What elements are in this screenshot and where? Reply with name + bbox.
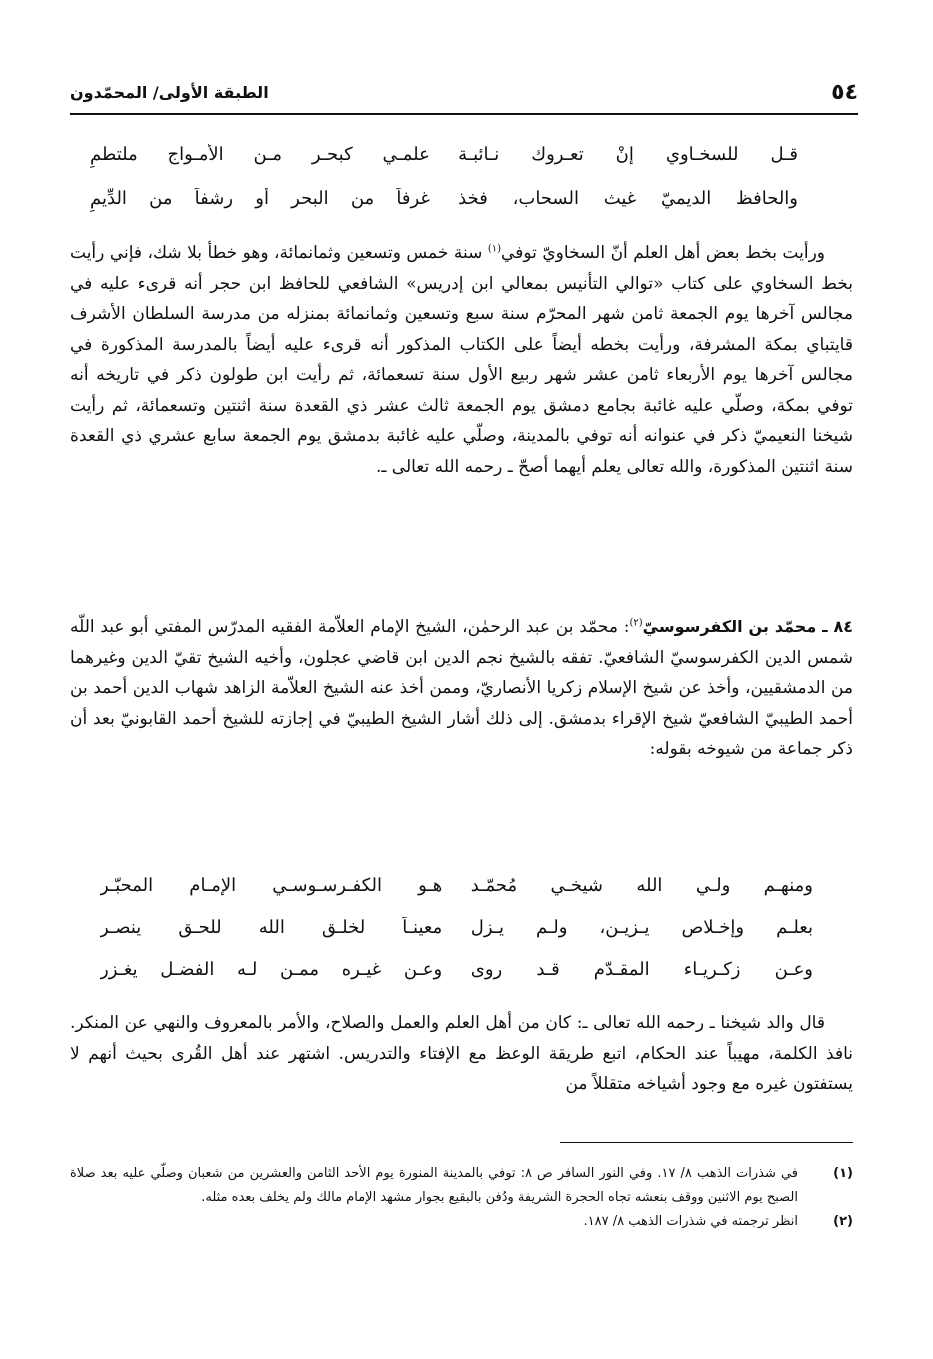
footnote-ref: (٢) — [629, 617, 643, 629]
poem-line — [100, 959, 813, 1001]
paragraph-entry-84 — [70, 612, 853, 765]
footnote — [70, 1210, 853, 1234]
footnote-rule — [560, 1142, 853, 1143]
poem-line — [100, 917, 813, 959]
page-number: ٥٤ — [831, 79, 858, 105]
footnote-text: في شذرات الذهب ٨/ ١٧. وفي النور السافر ص ٨: توفي بالمدينة المنورة يوم الأحد الثامن والعشرين من شعبان وصلّي عليه بعد صلاة الصبح يوم الاثنين ووقف بنعشه تجاه الحجرة الشريفة ودُفن بالبقيع بجوار مشهد الإمام مالك ولم يخلف بعده مثله. — [70, 1166, 798, 1205]
hemistich-second: هـو الكفـرسـوسـي الإمـام المحبّـر — [100, 875, 443, 896]
running-title: الطبقة الأولى/ المحمّدون — [70, 82, 269, 102]
entry-heading: ٨٤ ـ محمّد بن الكفرسوسيّ — [642, 617, 854, 636]
paragraph-text: قال والد شيخنا ـ رحمه الله تعالى ـ: كان من أهل العلم والعمل والصلاح، والأمر بالمعروف والنهي عن المنكر. نافذ الكلمة، مهيباً عند الحكام، اتبع طريقة الوعظ مع الإفتاء والتدريس. اشتهر عند أهل القُرى بحيث أنهم لا يستفتون غيره مع وجود أشياخه متقللاً من — [70, 1013, 853, 1094]
hemistich-first: بعلـم وإخـلاص يـزيـن، ولـم يـزل — [470, 917, 813, 938]
paragraph-text: سنة خمس وتسعين وثمانمائة، وهو خطأ بلا شك، فإني رأيت بخط السخاوي على كتاب «توالي التأنيس بمعالي ابن إدريس» الشافعي للحافظ ابن حجر أنه قرىء عليه في مجالس آخرها يوم الجمعة ثامن شهر المحرّم سنة سبع وتسعين وثمانمائة بمنزله من مدرسة السلطان الأشرف قايتباي بمكة المشرفة، ورأيت بخطه أيضاً على الكتاب المذكور أنه قرىء عليه أيضاً بالمدرسة المذكورة في مجالس آخرها يوم الأربعاء ثامن عشر شهر ربيع الأول سنة تسعمائة، ثم رأيت ابن طولون ذكر في تاريخه أنه توفي بمكة، وصلّي عليه غائبة بجامع دمشق يوم الجمعة ثالث عشر ذي القعدة سنة اثنتين وتسعمائة، ثم رأيت شيخنا النعيميّ ذكر في عنوانه أنه توفي بالمدينة، وصلّي عليه غائبة بدمشق يوم الجمعة سابع عشري ذي القعدة سنة اثنتين المذكورة، والله تعالى يعلم أيهما أصحّ ـ رحمه الله تعالى ـ. — [70, 243, 853, 477]
paragraph-text: ورأيت بخط بعض أهل العلم أنّ السخاويّ توفي — [501, 243, 825, 263]
footnote-marker: (٢) — [833, 1214, 853, 1229]
poem-verses-2 — [100, 875, 813, 1001]
footnotes — [70, 1162, 853, 1234]
header-rule — [70, 113, 858, 115]
footnote — [70, 1162, 853, 1210]
hemistich-first: والحافظ الديميّ غيث السحاب، فخذ — [458, 188, 798, 209]
hemistich-second: معينـاً لخلـق الله للحـق ينصـر — [100, 917, 443, 938]
hemistich-second: وعـن غيـره ممـن لـه الفضـل يغـزر — [100, 959, 443, 980]
footnote-ref: (١) — [487, 243, 502, 255]
hemistich-first: وعـن زكـريـاء المقـدّم قـد روى — [470, 959, 813, 980]
poem-verses-1 — [90, 144, 798, 232]
hemistich-first: ومنهـم ولـي الله شيخـي مُحمّـد — [470, 875, 813, 896]
hemistich-second: غرفاً من البحر أو رشفاً من الدِّيمِ — [90, 188, 430, 209]
poem-line — [90, 144, 798, 188]
paragraph-death-date — [70, 238, 853, 482]
footnote-text: انظر ترجمته في شذرات الذهب ٨/ ١٨٧. — [583, 1214, 798, 1229]
paragraph-biography — [70, 1008, 853, 1100]
hemistich-first: قـل للسخـاوي إنْ تعـروك نـائبـة — [458, 144, 798, 165]
paragraph-text: : محمّد بن عبد الرحمٰن، الشيخ الإمام العلاّمة الفقيه المدرّس المفتي أبو عبد اللّه شمس الدين الكفرسوسيّ الشافعيّ. تفقه بالشيخ نجم الدين ابن قاضي عجلون، وأخيه الشيخ تقيّ الدين وغيرهما من الدمشقيين، وأخذ عن شيخ الإسلام زكريا الأنصاريّ، وممن أخذ عنه الشيخ العلاّمة الزاهد شهاب الدين أحمد بن أحمد الطيبيّ الشافعيّ شيخ الإقراء بدمشق. إلى ذلك أشار الشيخ الطيبيّ في إجازته للشيخ أحمد القابونيّ بعد أن ذكر جماعة من شيوخه بقوله: — [70, 617, 854, 759]
poem-line — [90, 188, 798, 232]
footnote-marker: (١) — [833, 1166, 853, 1181]
poem-line — [100, 875, 813, 917]
running-head — [70, 72, 858, 112]
hemistich-second: علمـي كبحـر مـن الأمـواج ملتطمِ — [90, 144, 430, 165]
